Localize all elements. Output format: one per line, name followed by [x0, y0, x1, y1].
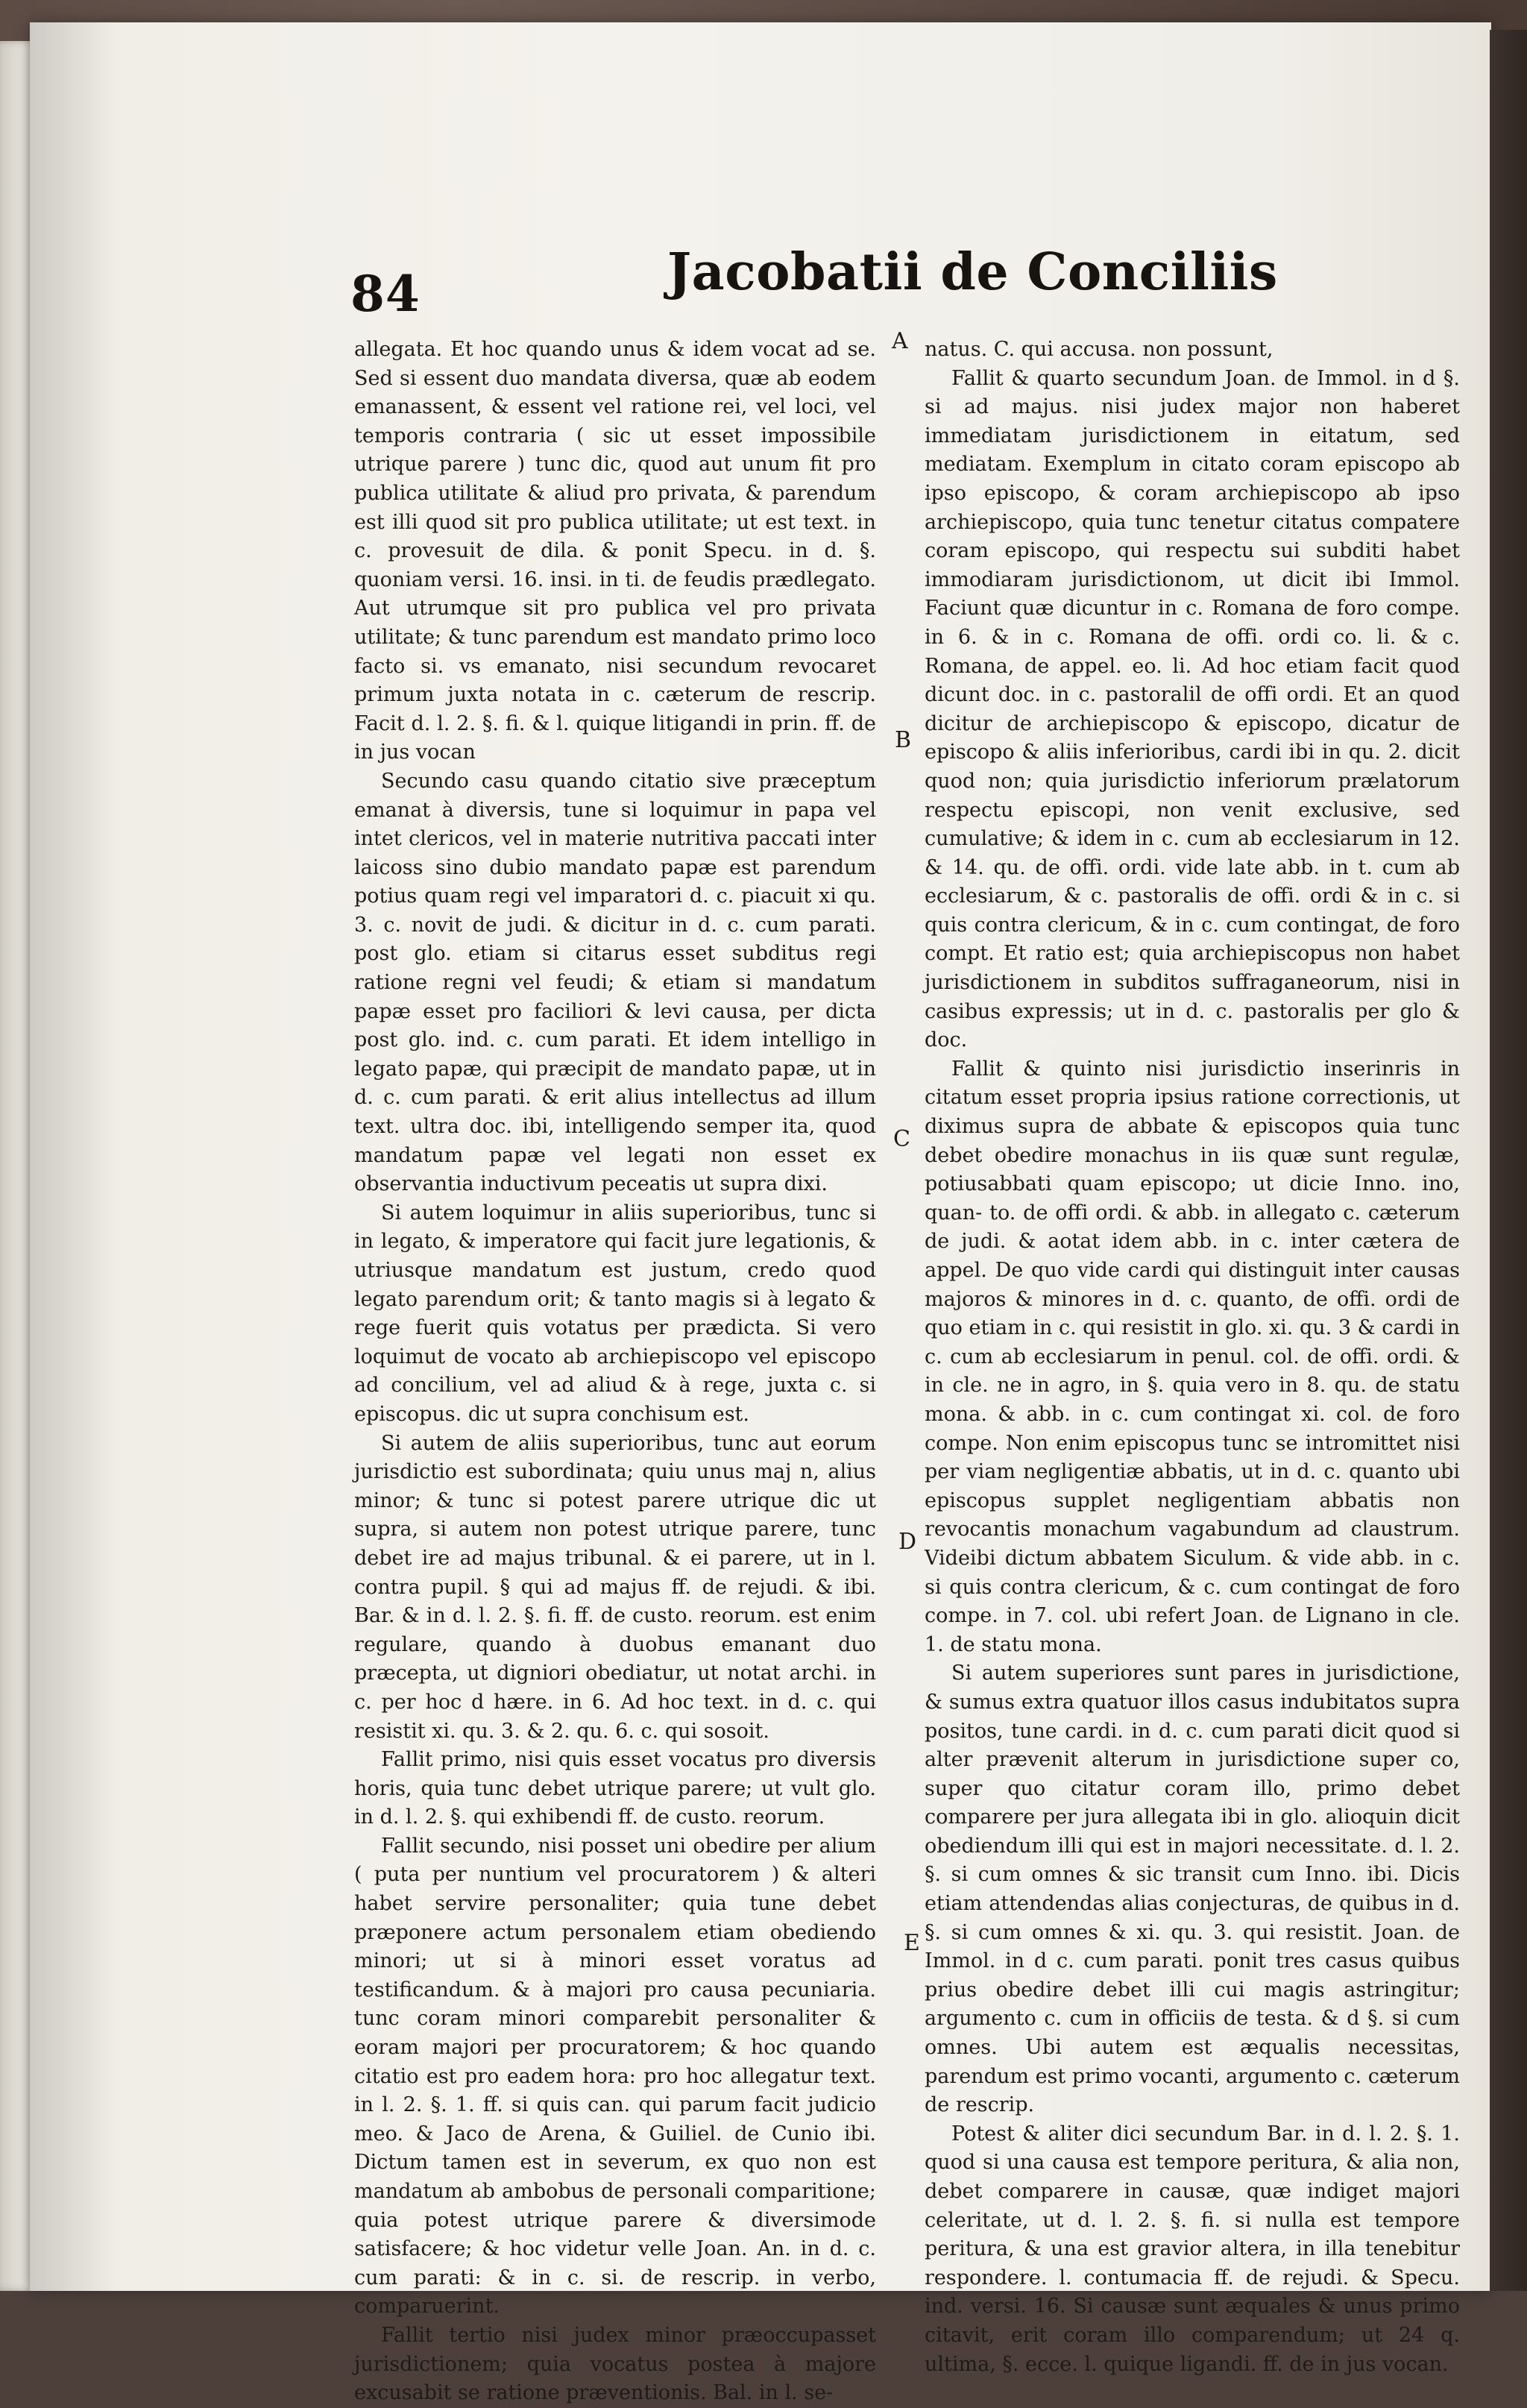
margin-letter-e: E: [904, 1930, 920, 1956]
left-paragraph-5: Fallit primo, nisi quis esset vocatus pro diversis horis, quia tunc debet utrique parere; ut vult glo. in d. l. 2. §. qui exhibendi ff. de custo. reorum.: [354, 1748, 876, 1829]
left-column: [354, 336, 876, 2408]
right-paragraph-2: Fallit & quarto secundum Joan. de Immol. in d §. si ad majus. nisi judex major non haberet immediatam jurisdictionem in eitatum, sed mediatam. Exemplum in citato coram episcopo ab ipso episcopo, & coram archiepiscopo ab ipso archiepiscopo, quia tunc tenetur citatus compatere coram episcopo, qui respectu sui subditi habet immodiaram jurisdictionom, ut dicit ibi Immol. Faciunt quæ dicuntur in c. Romana de foro compe. in 6. & in c. Romana de offi. ordi co. li. & c. Romana, de appel. eo. li. Ad hoc etiam facit quod dicunt doc. in c. pastoralil de offi ordi. Et an quod dicitur de archiepiscopo & episcopo, dicatur de episcopo & aliis inferioribus, cardi ibi in qu. 2. dicit quod non; quia jurisdictio inferiorum prælatorum respectu episcopi, non venit exclusive, sed cumulative; & idem in c. cum ab ecclesiarum in 12. & 14. qu. de offi. ordi. vide late abb. in t. cum ab ecclesiarum, & c. pastoralis de offi. ordi & in c. si quis contra clericum, & in c. cum contingat, de foro compt. Et ratio est; quia archiepiscopus non habet jurisdictionem in subditos suffraganeorum, nisi in casibus expressis; ut in d. c. pastoralis per glo & doc.: [925, 366, 1460, 1052]
right-paragraph-4: Si autem superiores sunt pares in jurisdictione, & sumus extra quatuor illos casus indubitatos supra positos, tune cardi. in d. c. cum parati dicit quod si alter prævenit alterum in jurisdictione super co, super quo citatur coram illo, primo debet comparere per jura allegata ibi in glo. alioquin dicit obediendum illi qui est in majori necessitate. d. l. 2. §. si cum omnes & sic transit cum Inno. ibi. Dicis etiam attendendas alias conjecturas, de quibus in d. §. si cum omnes & xi. qu. 3. qui resistit. Joan. de Immol. in d c. cum parati. ponit tres casus quibus prius obedire debet illi cui magis astringitur; argumento c. cum in officiis de testa. & d §. si cum omnes. Ubi autem est æqualis necessitas, parendum est primo vocanti, argumento c. cæterum de rescrip.: [925, 1662, 1460, 2117]
left-paragraph-7: Fallit tertio nisi judex minor præoccupasset jurisdictionem; quia vocatus postea à majore excusabit se ratione præventionis. Bal. in l. se-: [354, 2323, 876, 2405]
left-paragraph-3: Si autem loquimur in aliis superioribus, tunc si in legato, & imperatore qui facit jure legationis, & utriusque mandatum est justum, credo quod legato parendum orit; & tanto magis si à legato & rege fuerit quis votatus per prædicta. Si vero loquimut de vocato ab archiepiscopo vel episcopo ad concilium, vel ad aliud & à rege, juxta c. si episcopus. dic ut supra conchisum est.: [354, 1201, 876, 1426]
left-paragraph-1: allegata. Et hoc quando unus & idem vocat ad se. Sed si essent duo mandata diversa, quæ ab eodem emanassent, & essent vel ratione rei, vel loci, vel temporis contraria ( sic ut esset impossibile utrique parere ) tunc dic, quod aut unum fit pro publica utilitate & aliud pro privata, & parendum est illi quod sit pro publica utilitate; ut est text. in c. provesuit de dila. & ponit Specu. in d. §. quoniam versi. 16. insi. in ti. de feudis prædlegato. Aut utrumque sit pro publica vel pro privata utilitate; & tunc parendum est mandato primo loco facto si. vs emanato, nisi secundum revocaret primum juxta notata in c. cæterum de rescrip. Facit d. l. 2. §. fi. & l. quique litigandi in prin. ff. de in jus vocan: [354, 338, 876, 764]
right-column: [925, 336, 1460, 2379]
page-number: 84: [350, 265, 421, 323]
margin-letter-c: C: [893, 1126, 910, 1152]
right-background-edge: [1490, 30, 1527, 2291]
left-paragraph-4: Si autem de aliis superioribus, tunc aut eorum jurisdictio est subordinata; quiu unus maj n, alius minor; & tunc si potest parere utrique dic ut supra, si autem non potest utrique parere, tunc debet ire ad majus tribunal. & ei parere, ut in l. contra pupil. § qui ad majus ff. de rejudi. & ibi. Bar. & in d. l. 2. §. fi. ff. de custo. reorum. est enim regulare, quando à duobus emanant duo præcepta, ut digniori obediatur, ut notat archi. in c. per hoc d hære. in 6. Ad hoc text. in d. c. qui resistit xi. qu. 3. & 2. qu. 6. c. qui sosoit.: [354, 1431, 876, 1743]
margin-letter-b: B: [895, 727, 912, 753]
running-head: Jacobatii de Conciliis: [667, 242, 1278, 302]
left-paragraph-2: Secundo casu quando citatio sive præceptum emanat à diversis, tune si loquimur in papa vel intet clericos, vel in materie nutritiva paccati inter laicoss sino dubio mandato papæ est parendum potius quam regi vel imparatori d. c. piacuit xi qu. 3. c. novit de judi. & dicitur in d. c. cum parati. post glo. etiam si citarus esset subditus regi ratione regni vel feudi; & etiam si mandatum papæ esset pro faciliori & levi causa, per dicta post glo. ind. c. cum parati. Et idem intelligo in legato papæ, qui præcipit de mandato papæ, ut in d. c. cum parati. & erit alius intellectus ad illum text. ultra doc. ibi, intelligendo semper ita, quod mandatum papæ vel legati non esset ex observantia inductivum peceatis ut supra dixi.: [354, 769, 876, 1196]
margin-letter-a: A: [892, 328, 908, 354]
right-paragraph-3: Fallit & quinto nisi jurisdictio inserinris in citatum esset propria ipsius ratione correctionis, ut diximus supra de abbate & episcopos quia tunc debet obedire monachus in iis quæ sunt regulæ, potiusabbati quam episcopo; ut dicie Inno. ino, quan- to. de offi ordi. & abb. in allegato c. cæterum de judi. & aotat idem abb. in c. inter cætera de appel. De quo vide cardi qui distinguit inter causas majoros & minores in d. c. quanto, de offi. ordi de quo etiam in c. qui resistit in glo. xi. qu. 3 & cardi in c. cum ab ecclesiarum in penul. col. de offi. ordi. & in cle. ne in agro, in §. quia vero in 8. qu. de statu mona. & abb. in c. cum contingat xi. col. de foro compe. Non enim episcopus tunc se intromittet nisi per viam negligentiæ abbatis, ut in d. c. quanto ubi episcopus supplet negligentiam abbatis non revocantis monachum vagabundum ad claustrum. Videibi dictum abbatem Siculum. & vide abb. in c. si quis contra clericum, & c. cum contingat de foro compe. in 7. col. ubi refert Joan. de Lignano in cle. 1. de statu mona.: [925, 1057, 1460, 1656]
right-paragraph-1: natus. C. qui accusa. non possunt,: [925, 338, 1273, 361]
margin-letter-d: D: [898, 1529, 917, 1555]
left-paragraph-6: Fallit secundo, nisi posset uni obedire per alium ( puta per nuntium vel procuratorem ) & alteri habet servire personaliter; quia tune debet præponere actum personalem etiam obediendo minori; ut si à minori esset voratus ad testificandum. & à majori pro causa pecuniaria. tunc coram minori comparebit personaliter & eoram majori per procuratorem; & hoc quando citatio est pro eadem hora: pro hoc allegatur text. in l. 2. §. 1. ff. si quis can. qui parum facit judicio meo. & Jaco de Arena, & Guiliel. de Cunio ibi. Dictum tamen est in severum, ex quo non est mandatum ab ambobus de personali comparitione; quia potest utrique parere & diversimode satisfacere; & hoc videtur velle Joan. An. in d. c. cum parati: & in c. si. de rescrip. in verbo, comparuerint.: [354, 1834, 876, 2319]
right-paragraph-5: Potest & aliter dici secundum Bar. in d. l. 2. §. 1. quod si una causa est tempore peritura, & alia non, debet comparere in causæ, quæ indiget majori celeritate, ut d. l. 2. §. fi. si nulla est tempore peritura, & una est gravior altera, in illa tenebitur respondere. l. contumacia ff. de rejudi. & Specu. ind. versi. 16. Si causæ sunt æquales & unus primo citavit, erit coram illo comparendum; ut 24 q. ultima, §. ecce. l. quique ligandi. ff. de in jus vocan.: [925, 2122, 1460, 2376]
